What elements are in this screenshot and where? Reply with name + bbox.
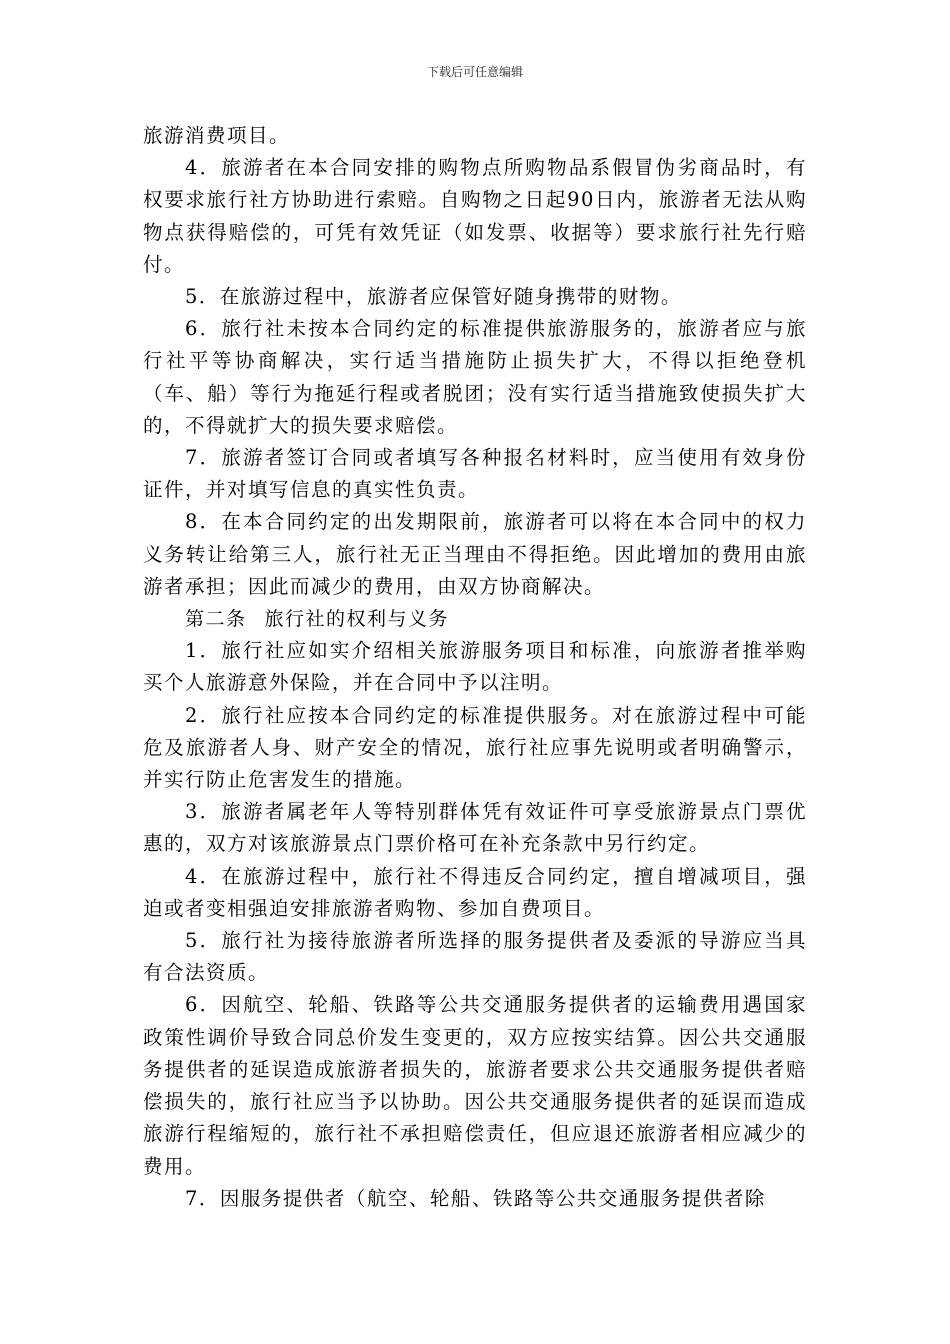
- agency-item-5: 5．旅行社为接待旅游者所选择的服务提供者及委派的导游应当具有合法资质。: [143, 929, 807, 985]
- paragraph-item-8: 8．在本合同约定的出发期限前，旅游者可以将在本合同中的权力义务转让给第三人，旅行社无正当理由不得拒绝。因此增加的费用由旅游者承担；因此而减少的费用，由双方协商解决。: [143, 510, 807, 598]
- agency-item-2: 2．旅行社应按本合同约定的标准提供服务。对在旅游过程中可能危及旅游者人身、财产安全的情况，旅行社应事先说明或者明确警示，并实行防止危害发生的措施。: [143, 703, 807, 792]
- agency-item-7: 7．因服务提供者（航空、轮船、铁路等公共交通服务提供者除: [185, 1186, 766, 1210]
- agency-item-6: 6．因航空、轮船、铁路等公共交通服务提供者的运输费用遇国家政策性调价导致合同总价发生变更的，双方应按实结算。因公共交通服务提供者的延误造成旅游者损失的，旅游者要求公共交通服务提供者赔偿损失的，旅行社应当予以协助。因公共交通服务提供者的延误而造成旅游行程缩短的，旅行社不承担赔偿责任，但应退还旅游者相应减少的费用。: [143, 993, 807, 1178]
- agency-item-3: 3．旅游者属老年人等特别群体凭有效证件可享受旅游景点门票优惠的，双方对该旅游景点门票价格可在补充条款中另行约定。: [143, 800, 807, 856]
- paragraph-item-6: 6．旅行社未按本合同约定的标准提供旅游服务的，旅游者应与旅行社平等协商解决，实行适当措施防止损失扩大，不得以拒绝登机（车、船）等行为拖延行程或者脱团；没有实行适当措施致使损失扩大的，不得就扩大的损失要求赔偿。: [143, 317, 807, 437]
- section-heading: [143, 603, 807, 635]
- agency-item-1: 1．旅行社应如实介绍相关旅游服务项目和标准，向旅游者推举购买个人旅游意外保险，并在合同中予以注明。: [143, 639, 807, 695]
- paragraph-item-4: 4．旅游者在本合同安排的购物点所购物品系假冒伪劣商品时，有权要求旅行社方协助进行索赔。自购物之日起90日内，旅游者无法从购物点获得赔偿的，可凭有效凭证（如发票、收据等）要求旅行社先行赔付。: [143, 156, 807, 276]
- page-header: 下载后可任意编辑: [426, 65, 523, 79]
- agency-item-4: 4．在旅游过程中，旅行社不得违反合同约定，擅自增减项目，强迫或者变相强迫安排旅游者购物、参加自费项目。: [143, 864, 807, 920]
- paragraph-item-5: 5．在旅游过程中，旅游者应保管好随身携带的财物。: [185, 285, 682, 309]
- paragraph-continuation: 旅游消费项目。: [143, 124, 291, 147]
- paragraph-item-7: 7．旅游者签订合同或者填写各种报名材料时，应当使用有效身份证件，并对填写信息的真实性负责。: [143, 446, 807, 502]
- document-body: [143, 120, 807, 1215]
- section-title: 旅行社的权利与义务: [264, 608, 450, 631]
- section-number: 第二条: [185, 608, 247, 631]
